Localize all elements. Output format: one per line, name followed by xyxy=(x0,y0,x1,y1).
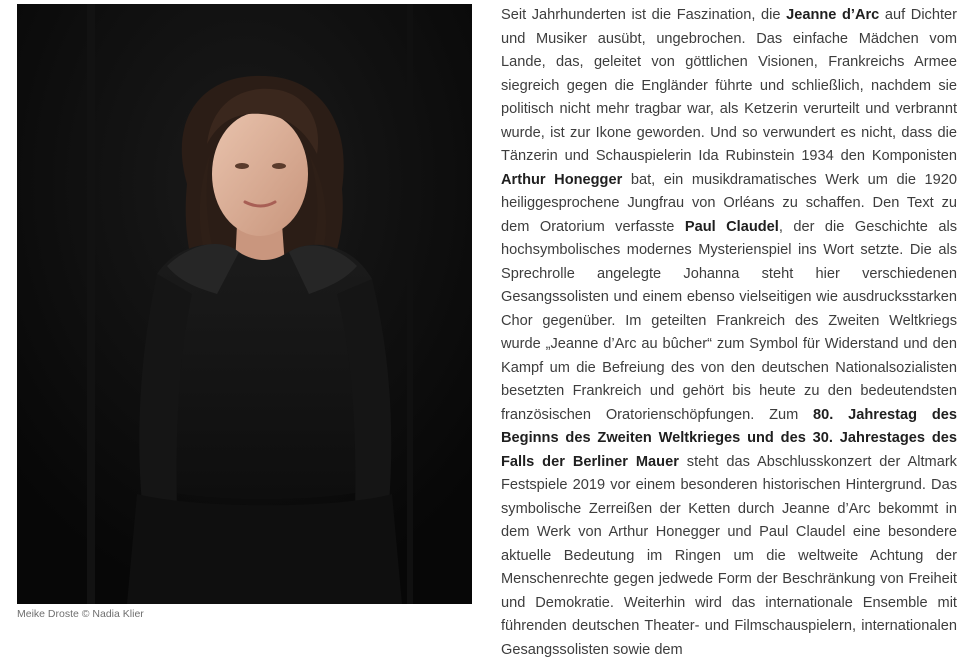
text-segment: bat, ein musikdramatisches Werk um die 1920 heiliggesprochene Jungfrau von Orléans zu schaffen. Den Text zu dem Oratorium verfasste xyxy=(501,171,958,235)
portrait-illustration xyxy=(17,4,472,604)
text-segment-bold: Paul Claudel xyxy=(684,218,779,235)
text-segment-bold: Jeanne d’Arc xyxy=(786,7,880,23)
text-segment: steht das Abschlusskonzert der Altmark Festspiele 2019 vor einem besonderen historischen Hintergrund. Das symbolische Zerreißen der Ketten durch Jeanne d’Arc bekommt in dem Werk von Arthur Honegger und Paul Claudel eine besondere aktuelle Bedeutung im Ringen um die weltweite Achtung der Menschenrechte gegen jedwede Form der Beschränkung von Freiheit und Demokratie. Weiterhin wird das internationale Ensemble mit führenden deutschen Theater- und Filmschauspielern, internationalen Gesangssolisten sowie dem xyxy=(501,453,957,658)
text-segment: auf Dichter und Musiker ausübt, ungebrochen. Das einfache Mädchen vom Lande, das, geleitet von göttlichen Visionen, Frankreichs Armee siegreich gegen die Engländer führte und schließlich, nachdem sie politisch nicht mehr tragbar war, als Ketzerin verurteilt und verbrannt wurde, ist zur Ikone geworden. Und so verwundert es nicht, dass die Tänzerin und Schauspielerin Ida Rubinstein 1934 den Komponisten xyxy=(501,7,958,164)
portrait-photo xyxy=(17,4,472,604)
text-segment: Seit Jahrhunderten ist die Faszination, die xyxy=(501,7,787,23)
text-segment-bold: 80. Jahrestag des Beginns des Zweiten Weltkrieges und des 30. Jahrestages des Falls der Berliner Mauer xyxy=(501,406,957,470)
text-segment: , der die Geschichte als hochsymbolisches modernes Mysterienspiel ins Wort setzte. Die als Sprechrolle angelegte Johanna steht hier verschiedenen Gesangssolisten und einem ebenso vielseitigen wie ausdrucksstarken Chor gegenüber. Im geteilten Frankreich des Zweiten Weltkriegs wurde „Jeanne d’Arc au bûcher“ zum Symbol für Widerstand und den Kampf um die Befreiung des von den deutschen Nationalsozialisten besetzten Frankreich und gehört bis heute zu den bedeutendsten französischen Oratorienschöpfungen. Zum xyxy=(501,218,957,423)
text-segment-bold: Arthur Honegger xyxy=(501,171,623,188)
article-body xyxy=(501,4,957,662)
photo-caption: Meike Droste © Nadia Klier xyxy=(17,608,144,620)
